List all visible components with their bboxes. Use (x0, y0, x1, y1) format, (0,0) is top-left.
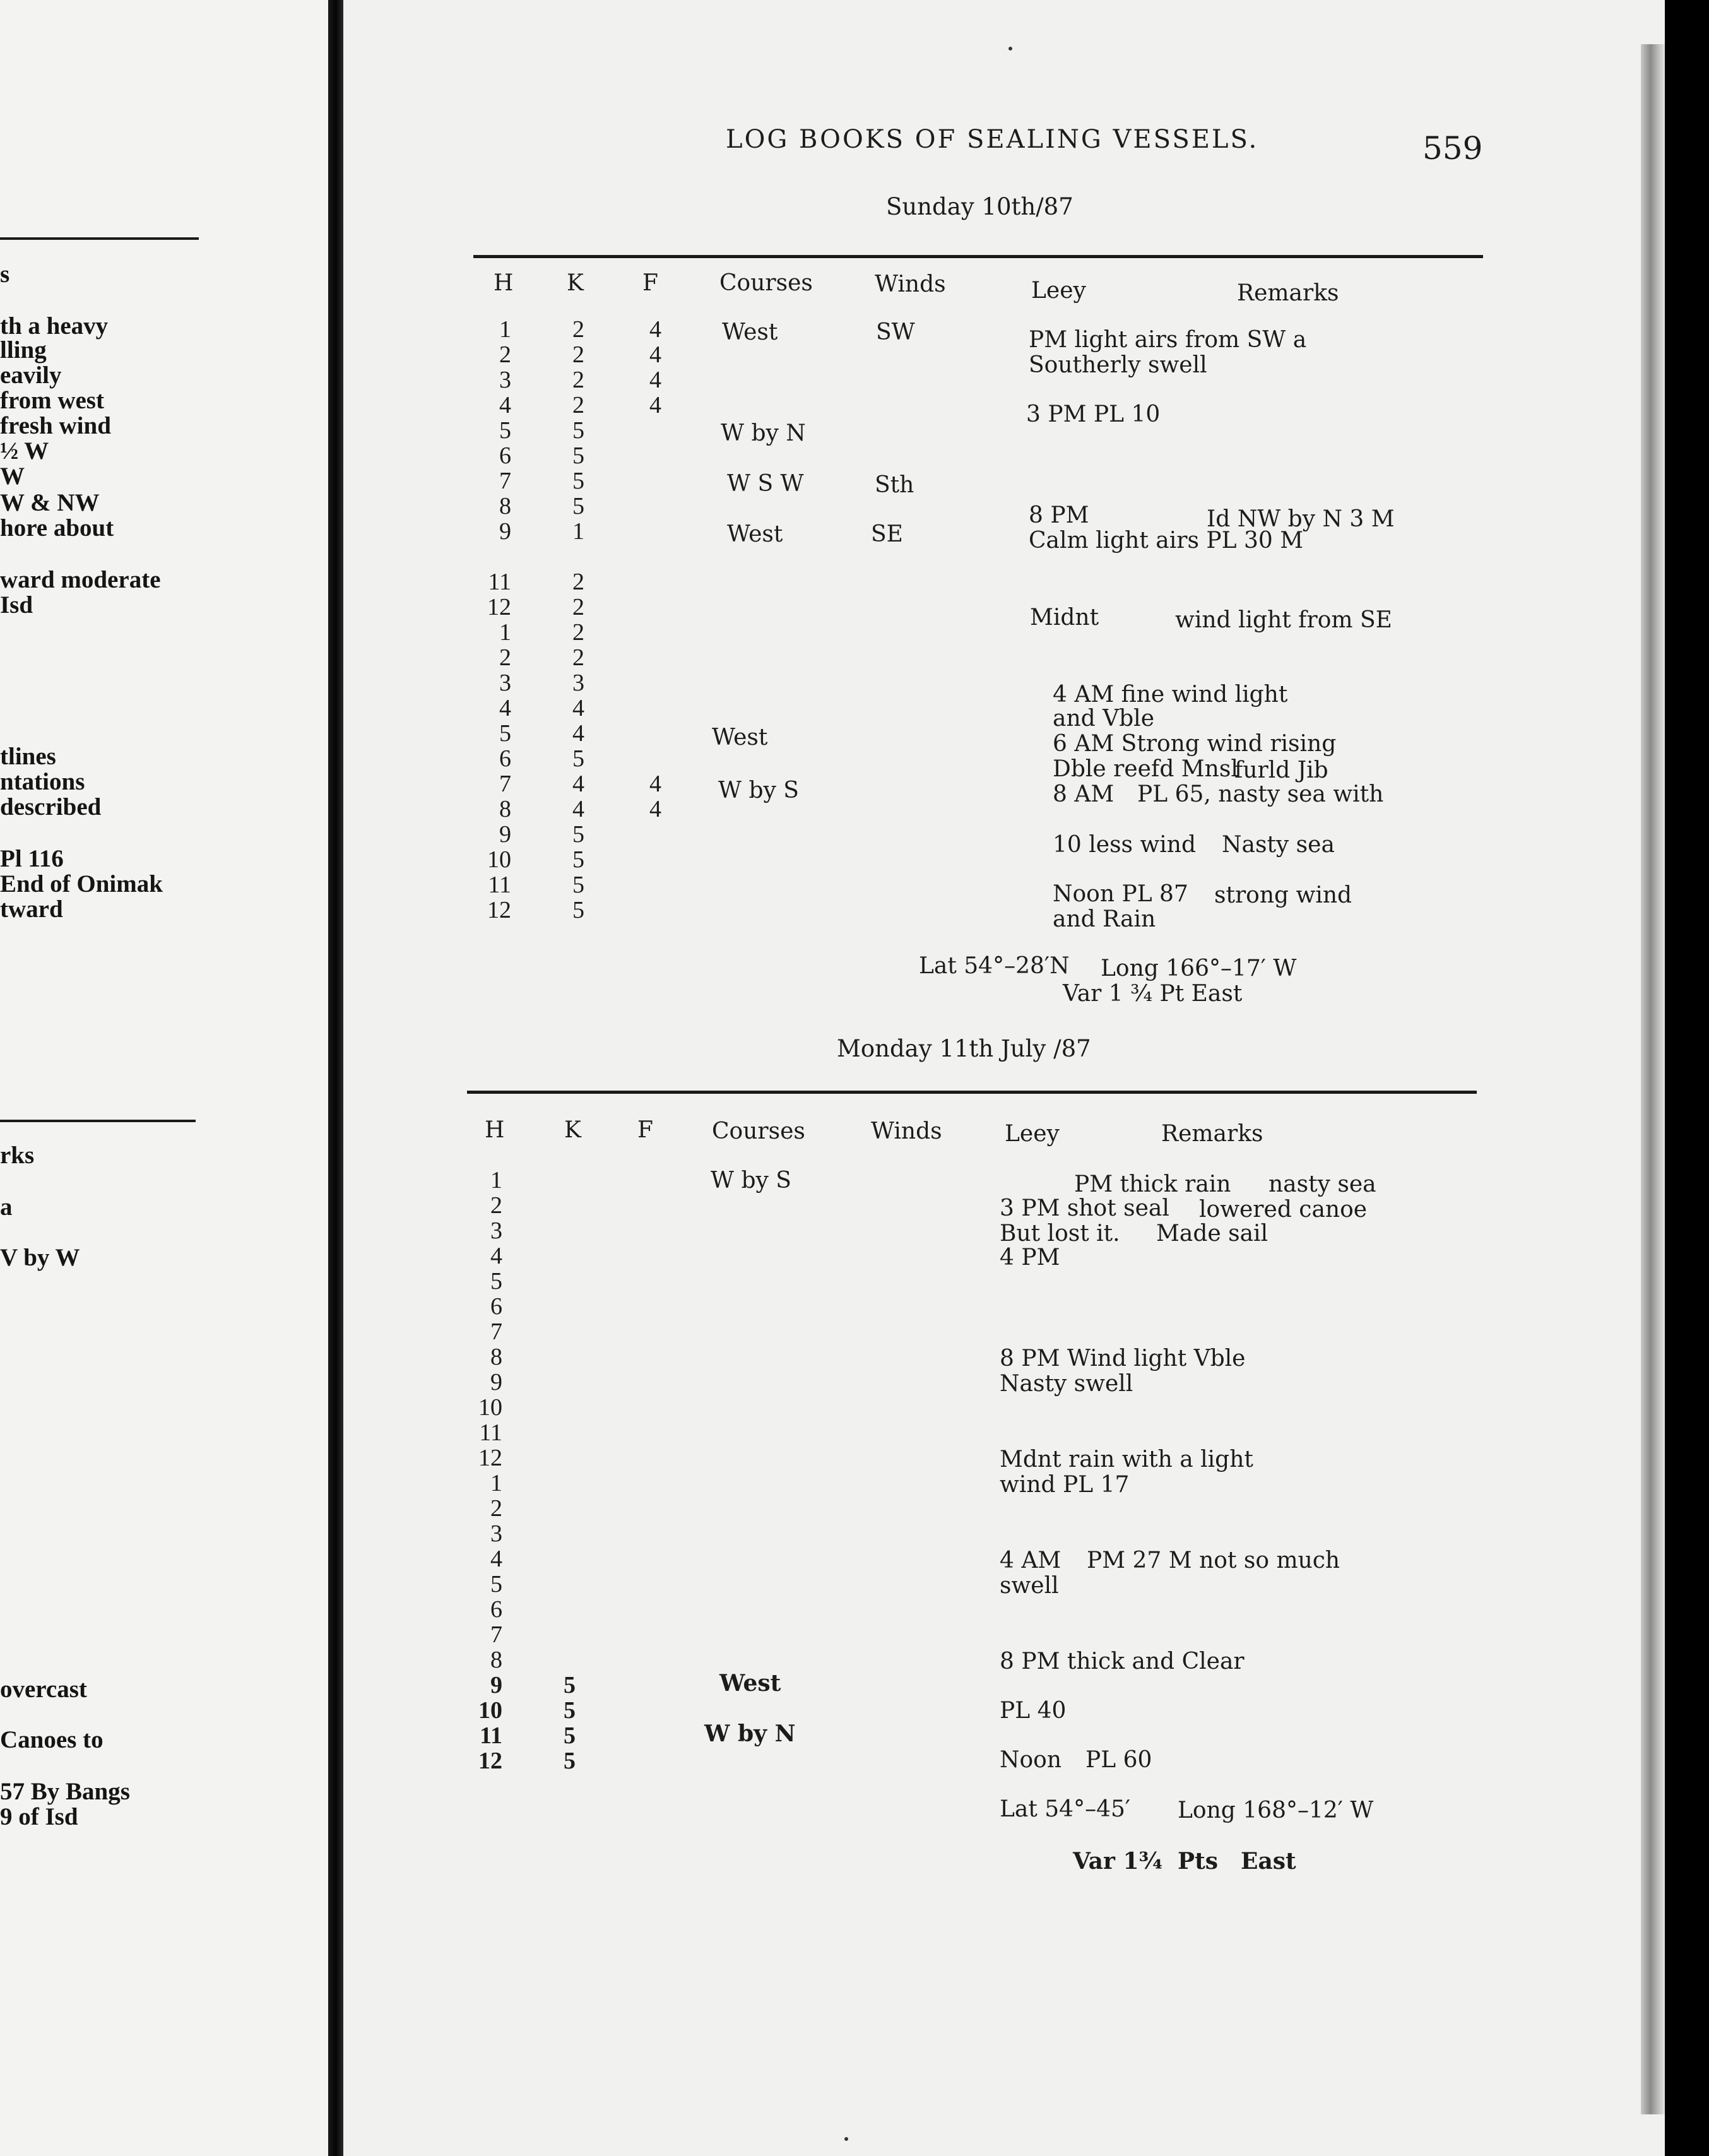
col-h: H (485, 1117, 505, 1143)
left-line: ntations (0, 768, 85, 795)
col-f: F (637, 1117, 653, 1143)
page-number: 559 (1422, 130, 1483, 167)
knots-cell: 5 (572, 442, 584, 469)
course-cell: West (712, 725, 768, 750)
col-leey: Leey (1031, 278, 1086, 304)
remark-line: lowered canoe (1199, 1197, 1368, 1223)
course-cell: West (719, 1670, 781, 1697)
remark-line: Nasty swell (1000, 1371, 1133, 1397)
left-line: 57 By Bangs (0, 1778, 130, 1805)
hour-cell: 9 (499, 518, 511, 545)
left-line: described (0, 793, 102, 820)
knots-cell: 5 (564, 1748, 576, 1774)
knots-cell: 5 (572, 872, 584, 898)
left-line: hore about (0, 514, 114, 542)
remark-line: 6 AM Strong wind rising (1053, 731, 1337, 757)
remark-line: and Rain (1053, 906, 1156, 932)
hour-cell: 12 (487, 594, 511, 620)
knots-cell: 1 (572, 518, 584, 545)
col-k: K (567, 270, 584, 296)
day-title: Monday 11th July /87 (837, 1035, 1091, 1062)
fathoms-cell: 4 (649, 341, 661, 368)
variation: Var 1¾ (1073, 1848, 1163, 1875)
hour-cell: 5 (499, 720, 511, 747)
knots-cell: 5 (564, 1697, 576, 1724)
left-line: Isd (0, 591, 33, 619)
hour-cell: 8 (499, 796, 511, 822)
left-line: from west (0, 387, 104, 414)
hour-cell: 9 (490, 1369, 502, 1395)
remark-line: PL 60 (1085, 1747, 1152, 1773)
hour-cell: 2 (499, 644, 511, 671)
hour-cell: 6 (499, 745, 511, 772)
remark-line: Calm light airs PL 30 M (1029, 528, 1304, 554)
hour-cell: 2 (490, 1192, 502, 1219)
hour-cell: 11 (488, 872, 511, 898)
remark-line: Made sail (1156, 1221, 1268, 1247)
course-cell: W by S (718, 778, 799, 803)
book-gutter (328, 0, 343, 2156)
left-rule-mid (0, 1120, 196, 1122)
left-line: lling (0, 336, 47, 364)
fathoms-cell: 4 (649, 367, 661, 393)
hour-cell: 6 (490, 1293, 502, 1320)
fathoms-cell: 4 (649, 771, 661, 797)
left-line: W & NW (0, 489, 100, 516)
hour-cell: 6 (490, 1596, 502, 1623)
fathoms-cell: 4 (649, 392, 661, 418)
left-line: V by W (0, 1244, 80, 1271)
col-leey: Leey (1005, 1121, 1060, 1147)
hour-cell: 5 (490, 1571, 502, 1597)
knots-cell: 5 (572, 897, 584, 923)
remark-line: Dble reefd Mnsl (1053, 756, 1238, 782)
remark-line: 8 AM (1053, 781, 1115, 807)
hour-cell: 6 (499, 442, 511, 469)
remark-line: 4 AM fine wind light (1053, 682, 1288, 708)
hour-cell: 4 (499, 392, 511, 418)
remark-line: 8 PM Wind light Vble (1000, 1346, 1246, 1371)
remark-line: Mdnt rain with a light (1000, 1447, 1253, 1472)
knots-cell: 4 (572, 695, 584, 721)
hour-cell: 1 (499, 619, 511, 646)
hour-cell: 12 (487, 897, 511, 923)
left-line: ward moderate (0, 566, 161, 593)
left-line: s (0, 261, 10, 288)
remark-line: 8 PM thick and Clear (1000, 1649, 1245, 1674)
latitude: Lat 54°–45′ (1000, 1796, 1131, 1822)
hour-cell: 12 (478, 1445, 502, 1471)
hour-cell: 7 (490, 1318, 502, 1345)
remark-line: wind light from SE (1175, 607, 1392, 633)
remark-line: Id NW by N 3 M (1207, 506, 1395, 532)
knots-cell: 2 (572, 341, 584, 368)
col-winds: Winds (875, 271, 946, 297)
knots-cell: 5 (572, 468, 584, 494)
knots-cell: 4 (572, 796, 584, 822)
hour-cell: 3 (490, 1520, 502, 1547)
fathoms-cell: 4 (649, 796, 661, 822)
remark-line: Noon (1000, 1747, 1062, 1773)
latitude: Lat 54°–28′N (919, 953, 1070, 979)
col-h: H (494, 270, 514, 296)
col-courses: Courses (719, 270, 813, 296)
knots-cell: 5 (572, 745, 584, 772)
remark-line: 4 PM (1000, 1245, 1060, 1270)
col-remarks: Remarks (1161, 1121, 1263, 1147)
remark-line: 8 PM (1029, 502, 1089, 528)
hour-cell: 4 (490, 1243, 502, 1269)
left-line: End of Onimak (0, 870, 163, 897)
knots-cell: 5 (572, 846, 584, 873)
left-line: rks (0, 1142, 35, 1169)
left-line: tward (0, 896, 63, 923)
hour-cell: 8 (490, 1344, 502, 1370)
remark-line: swell (1000, 1573, 1059, 1599)
remark-line: PM light airs from SW a (1029, 327, 1307, 353)
left-line: Pl 116 (0, 845, 64, 872)
longitude: Long 168°–12′ W (1178, 1798, 1374, 1823)
course-cell: West (722, 319, 778, 345)
col-remarks: Remarks (1237, 280, 1339, 306)
remark-line: PM thick rain (1074, 1171, 1231, 1197)
remark-line: wind PL 17 (1000, 1472, 1130, 1498)
table-rule (467, 1091, 1477, 1094)
course-cell: W by N (704, 1721, 796, 1747)
fathoms-cell: 4 (649, 316, 661, 343)
left-page (0, 0, 328, 2156)
knots-cell: 5 (572, 493, 584, 519)
hour-cell: 10 (478, 1697, 502, 1724)
page-edge (1641, 44, 1665, 2114)
knots-cell: 2 (572, 392, 584, 418)
remark-line: Southerly swell (1029, 352, 1207, 378)
col-k: K (564, 1117, 581, 1143)
hour-cell: 11 (479, 1419, 502, 1446)
col-winds: Winds (871, 1118, 942, 1144)
hour-cell: 4 (490, 1546, 502, 1572)
knots-cell: 2 (572, 619, 584, 646)
course-cell: West (727, 521, 783, 547)
hour-cell: 11 (488, 569, 511, 595)
knots-cell: 5 (572, 821, 584, 848)
hour-cell: 2 (490, 1495, 502, 1522)
knots-cell: 2 (572, 569, 584, 595)
hour-cell: 11 (480, 1722, 502, 1749)
knots-cell: 5 (564, 1722, 576, 1749)
hour-cell: 10 (478, 1394, 502, 1421)
left-line: Canoes to (0, 1726, 103, 1753)
knots-cell: 2 (572, 644, 584, 671)
hour-cell: 5 (490, 1268, 502, 1294)
hour-cell: 7 (499, 468, 511, 494)
hour-cell: 8 (499, 493, 511, 519)
running-title: LOG BOOKS OF SEALING VESSELS. (726, 125, 1259, 154)
left-line: ½ W (0, 437, 49, 465)
left-line: fresh wind (0, 412, 111, 439)
hour-cell: 1 (499, 316, 511, 343)
hour-cell: 3 (499, 670, 511, 696)
longitude: Long 166°–17′ W (1101, 956, 1297, 981)
left-line: th a heavy (0, 312, 109, 340)
remark-line: Nasty sea (1222, 832, 1335, 858)
remark-line: PM 27 M not so much (1087, 1548, 1340, 1573)
hour-cell: 8 (490, 1647, 502, 1673)
hour-cell: 9 (490, 1672, 502, 1698)
wind-cell: SE (871, 521, 903, 547)
print-speck (844, 2137, 848, 2141)
variation: Var 1 ¾ Pt East (1063, 981, 1243, 1007)
hour-cell: 3 (490, 1217, 502, 1244)
hour-cell: 4 (499, 695, 511, 721)
remark-line: But lost it. (1000, 1221, 1120, 1247)
left-line: W (0, 463, 25, 490)
knots-cell: 2 (572, 316, 584, 343)
hour-cell: 2 (499, 341, 511, 368)
left-line: eavily (0, 362, 62, 389)
hour-cell: 7 (490, 1621, 502, 1648)
hour-cell: 1 (490, 1167, 502, 1194)
table-rule (473, 255, 1483, 258)
knots-cell: 5 (564, 1672, 576, 1698)
left-rule-top (0, 237, 199, 240)
hour-cell: 1 (490, 1470, 502, 1496)
col-courses: Courses (712, 1118, 805, 1144)
left-line: 9 of Isd (0, 1803, 78, 1830)
left-line: a (0, 1194, 13, 1221)
wind-cell: Sth (875, 472, 914, 498)
day-title: Sunday 10th/87 (886, 193, 1073, 220)
remark-line: PL 40 (1000, 1698, 1067, 1724)
knots-cell: 2 (572, 367, 584, 393)
hour-cell: 10 (487, 846, 511, 873)
knots-cell: 5 (572, 417, 584, 444)
hour-cell: 9 (499, 821, 511, 848)
right-page (343, 0, 1665, 2156)
remark-line: nasty sea (1268, 1171, 1376, 1197)
wind-cell: SW (876, 319, 915, 345)
course-cell: W S W (727, 471, 804, 497)
print-speck (1008, 47, 1012, 50)
remark-line: 4 AM (1000, 1548, 1061, 1573)
left-line: overcast (0, 1676, 87, 1703)
knots-cell: 4 (572, 720, 584, 747)
remark-line: and Vble (1053, 706, 1154, 732)
course-cell: W by S (711, 1168, 791, 1194)
remark-line: 3 PM shot seal (1000, 1195, 1169, 1221)
variation-direction: East (1241, 1848, 1296, 1875)
left-line: tlines (0, 743, 56, 770)
remark-line: PL 65, nasty sea with (1137, 781, 1384, 807)
hour-cell: 3 (499, 367, 511, 393)
knots-cell: 4 (572, 771, 584, 797)
variation-unit: Pts (1178, 1848, 1218, 1875)
remark-line: 10 less wind (1053, 832, 1197, 858)
hour-cell: 12 (478, 1748, 502, 1774)
knots-cell: 3 (572, 670, 584, 696)
hour-cell: 7 (499, 771, 511, 797)
remark-line: 3 PM PL 10 (1026, 401, 1161, 427)
course-cell: W by N (721, 420, 806, 446)
hour-cell: 5 (499, 417, 511, 444)
col-f: F (642, 270, 658, 296)
remark-line: strong wind (1214, 882, 1352, 908)
remark-line: furld Jib (1234, 757, 1328, 783)
knots-cell: 2 (572, 594, 584, 620)
remark-line: Midnt (1030, 605, 1099, 631)
remark-line: Noon PL 87 (1053, 881, 1188, 907)
